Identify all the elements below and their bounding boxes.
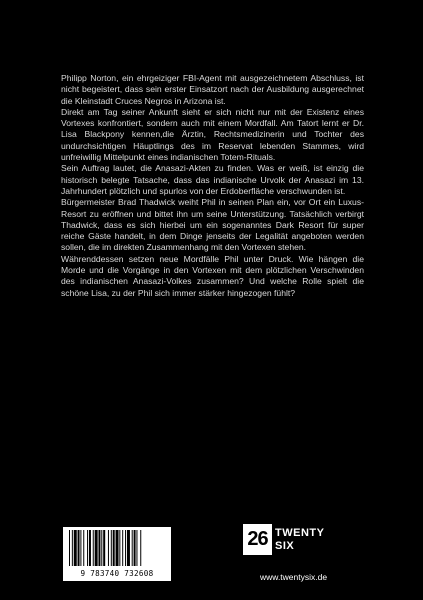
blurb-paragraph: Philipp Norton, ein ehrgeiziger FBI-Agent mit ausgezeichnetem Abschluss, ist nicht begeistert, dass sein erster Einsatzort nach der Ausbildung ausgerechnet die Kleinstadt Cruces Negros in Arizona ist. [61,73,364,106]
barcode-bar [72,530,73,566]
barcode-bar [113,530,115,566]
barcode-bar [140,530,141,566]
publisher-url: www.twentysix.de [260,572,328,582]
barcode-bar [98,530,100,566]
barcode-bar [111,530,112,566]
barcode-bar [74,530,77,566]
blurb-paragraph: Sein Auftrag lautet, die Anasazi-Akten zu finden. Was er weiß, ist einzig die historisch belegte Tatsache, dass das indianische Urvolk der Anasazi im 13. Jahrhundert plötzlich und spurlos von der Erdoberfläche verschwunden ist. [61,163,364,196]
barcode-bar [87,530,88,566]
barcode-bar [95,530,98,566]
barcode-bar [125,530,126,566]
isbn-barcode [63,527,171,581]
barcode-bar [78,530,80,566]
barcode-bar [103,530,105,566]
barcode-bar [83,530,84,566]
blurb-paragraph: Bürgermeister Brad Thadwick weiht Phil in seinen Plan ein, vor Ort ein Luxus-Resort zu eröffnen und bittet ihn um seine Unterstützung. Tatsächlich verbirgt Thadwick, dass es sich hierbei um ein sogenanntes Dark Resort für super reiche Gäste handelt, in dem Dinge jenseits der Legalität angeboten werden sollen, die im direkten Zusammenhang mit den Vortexen stehen. [61,197,364,253]
blurb-paragraph: Währenddessen setzen neue Mordfälle Phil unter Druck. Wie hängen die Morde und die Vorgänge in den Vortexen mit dem plötzlichen Verschwinden des indianischen Anasazi-Volkes zusammen? Und welche Rolle spielt die schöne Lisa, zu der Phil sich immer stärker hingezogen fühlt? [61,253,364,298]
barcode-bar [80,530,81,566]
barcode-bar [93,530,94,566]
logo-number: 26 [243,524,272,555]
publisher-logo [243,524,325,555]
barcode-digits: 9 783740 732608 [80,569,154,578]
back-cover-blurb [61,73,364,299]
logo-word-six: SIX [275,540,295,552]
barcode-bar [69,530,70,566]
barcode-bar [108,530,109,566]
barcode-bars [67,530,167,568]
logo-word-twenty: TWENTY [275,527,325,539]
barcode-bar [122,530,123,566]
barcode-bar [134,530,136,566]
blurb-paragraph: Direkt am Tag seiner Ankunft sieht er sich nicht nur mit der Existenz eines Vortexes konfrontiert, sondern auch mit einem Mordfall. Am Tatort lernt er Dr. Lisa Blackpony kennen,die Ärztin, Rechtsmedizinerin und Tochter des undurchsichtigen Häuptlings des im Reservat lebenden Stammes, wird unfreiwillig Mittelpunkt eines indianischen Totem-Rituals. [61,106,364,163]
barcode-bar [101,530,102,566]
barcode-bar [132,530,133,566]
barcode-bar [136,530,137,566]
barcode-bar [119,530,120,566]
barcode-bar [116,530,119,566]
barcode-bar [89,530,91,566]
barcode-bar [127,530,130,566]
